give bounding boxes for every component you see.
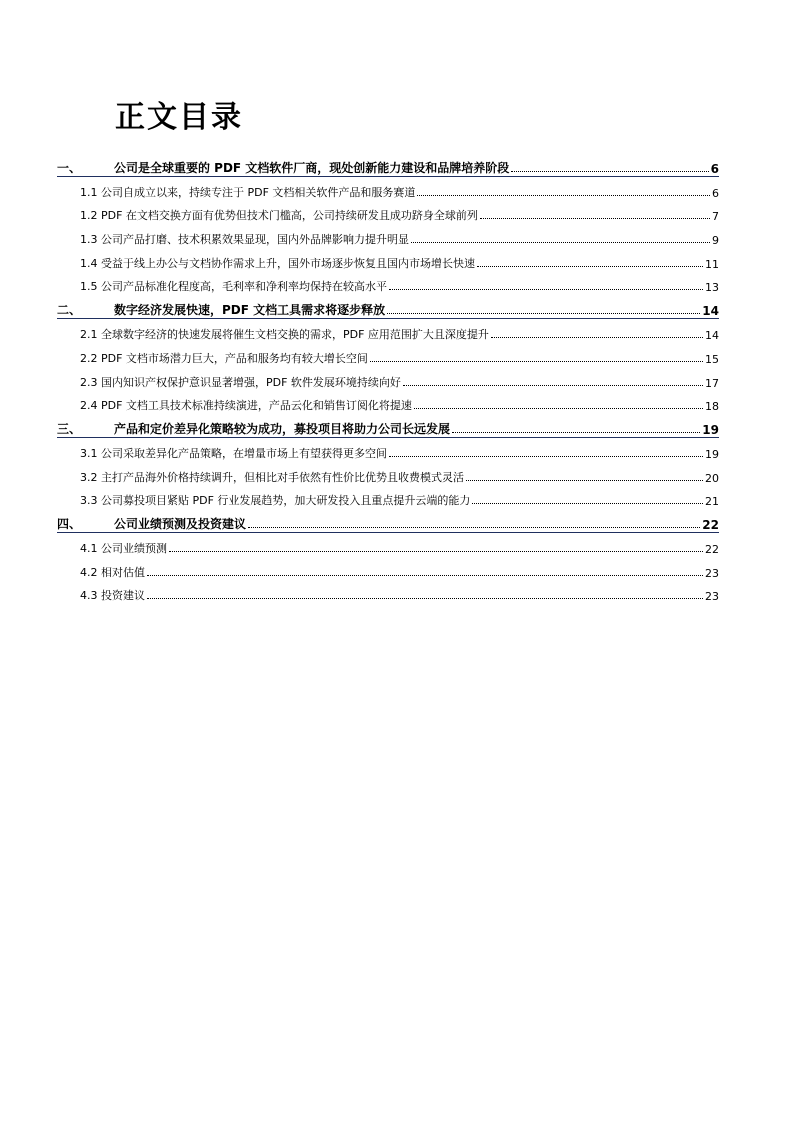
toc-item-2-2[interactable] <box>57 343 719 367</box>
toc-item-3-1[interactable] <box>57 438 719 462</box>
dot-leader <box>147 598 703 599</box>
toc-section-title: 产品和定价差异化策略较为成功，募投项目将助力公司长远发展 <box>114 422 451 437</box>
toc-page-number: 22 <box>705 542 719 556</box>
toc-page-number: 23 <box>705 590 719 604</box>
toc-item-title: 2.4 PDF 文档工具技术标准持续演进，产品云化和销售订阅化将提速 <box>80 399 412 413</box>
toc-item-2-1[interactable] <box>57 319 719 343</box>
dot-leader <box>472 503 703 504</box>
dot-leader <box>466 480 703 481</box>
dot-leader <box>370 361 703 362</box>
table-of-contents <box>57 153 719 604</box>
toc-section-3[interactable] <box>57 414 719 438</box>
toc-item-title: 1.3 公司产品打磨、技术积累效果显现，国内外品牌影响力提升明显 <box>80 233 409 247</box>
toc-section-title: 公司业绩预测及投资建议 <box>114 517 247 532</box>
toc-item-1-2[interactable] <box>57 201 719 225</box>
toc-item-title: 3.2 主打产品海外价格持续调升，但相比对手依然有性价比优势且收费模式灵活 <box>80 470 464 484</box>
toc-item-title: 3.1 公司采取差异化产品策略，在增量市场上有望获得更多空间 <box>80 446 387 460</box>
toc-item-3-3[interactable] <box>57 486 719 510</box>
dot-leader <box>389 289 703 290</box>
page-title: 正文目录 <box>115 100 243 135</box>
toc-page-number: 6 <box>710 162 719 176</box>
toc-item-1-1[interactable] <box>57 177 719 201</box>
toc-page-number: 9 <box>712 234 719 248</box>
dot-leader <box>452 432 700 433</box>
toc-item-4-1[interactable] <box>57 533 719 557</box>
toc-page-number: 7 <box>712 210 719 224</box>
toc-item-title: 1.2 PDF 在文档交换方面有优势但技术门槛高，公司持续研发且成功跻身全球前列 <box>80 209 478 223</box>
toc-item-title: 1.4 受益于线上办公与文档协作需求上升，国外市场逐步恢复且国内市场增长快速 <box>80 256 475 270</box>
toc-item-3-2[interactable] <box>57 462 719 486</box>
toc-section-2[interactable] <box>57 295 719 319</box>
dot-leader <box>387 313 700 314</box>
toc-item-1-3[interactable] <box>57 224 719 248</box>
toc-page-number: 15 <box>705 352 719 366</box>
toc-page-number: 14 <box>702 304 719 319</box>
toc-item-2-3[interactable] <box>57 367 719 391</box>
dot-leader <box>417 195 710 196</box>
dot-leader <box>477 266 703 267</box>
toc-page-number: 13 <box>705 281 719 295</box>
toc-section-title: 公司是全球重要的 PDF 文档软件厂商，现处创新能力建设和品牌培养阶段 <box>114 161 510 175</box>
toc-page-number: 21 <box>705 495 719 509</box>
toc-page-number: 19 <box>702 423 719 438</box>
toc-page-number: 14 <box>705 329 719 343</box>
toc-item-title: 4.3 投资建议 <box>80 589 145 603</box>
dot-leader <box>491 337 703 338</box>
dot-leader <box>147 575 703 576</box>
toc-item-2-4[interactable] <box>57 391 719 415</box>
toc-page-number: 20 <box>705 471 719 485</box>
toc-item-4-3[interactable] <box>57 581 719 605</box>
dot-leader <box>414 408 703 409</box>
dot-leader <box>403 385 703 386</box>
toc-section-title: 数字经济发展快速，PDF 文档工具需求将逐步释放 <box>114 303 386 318</box>
toc-section-label <box>57 159 509 177</box>
dot-leader <box>248 527 700 528</box>
toc-page-number: 17 <box>705 376 719 390</box>
toc-item-title: 2.2 PDF 文档市场潜力巨大，产品和服务均有较大增长空间 <box>80 351 368 365</box>
toc-page-number: 19 <box>705 447 719 461</box>
toc-item-title: 2.3 国内知识产权保护意识显著增强，PDF 软件发展环境持续向好 <box>80 375 401 389</box>
toc-page-number: 6 <box>712 186 719 200</box>
toc-section-label <box>57 301 385 319</box>
toc-item-1-5[interactable] <box>57 272 719 296</box>
toc-section-label <box>57 420 450 438</box>
toc-section-4[interactable] <box>57 509 719 533</box>
dot-leader <box>389 456 703 457</box>
toc-page-number: 18 <box>705 400 719 414</box>
toc-item-title: 4.2 相对估值 <box>80 565 145 579</box>
toc-section-number: 三、 <box>57 422 82 437</box>
toc-item-title: 2.1 全球数字经济的快速发展将催生文档交换的需求，PDF 应用范围扩大且深度提升 <box>80 328 489 342</box>
dot-leader <box>169 551 703 552</box>
toc-item-4-2[interactable] <box>57 557 719 581</box>
dot-leader <box>411 242 710 243</box>
toc-page-number: 22 <box>702 518 719 533</box>
dot-leader <box>511 171 708 172</box>
toc-section-number: 四、 <box>57 517 82 532</box>
toc-item-title: 3.3 公司募投项目紧贴 PDF 行业发展趋势，加大研发投入且重点提升云端的能力 <box>80 494 471 508</box>
toc-page-number: 23 <box>705 566 719 580</box>
toc-section-number: 二、 <box>57 303 82 318</box>
toc-item-title: 1.5 公司产品标准化程度高，毛利率和净利率均保持在较高水平 <box>80 280 387 294</box>
toc-section-label <box>57 515 246 533</box>
toc-item-title: 1.1 公司自成立以来，持续专注于 PDF 文档相关软件产品和服务赛道 <box>80 185 416 199</box>
toc-page-number: 11 <box>705 257 719 271</box>
toc-section-number: 一、 <box>57 161 82 175</box>
toc-section-1[interactable] <box>57 153 719 177</box>
toc-item-title: 4.1 公司业绩预测 <box>80 541 167 555</box>
toc-item-1-4[interactable] <box>57 248 719 272</box>
dot-leader <box>480 218 710 219</box>
